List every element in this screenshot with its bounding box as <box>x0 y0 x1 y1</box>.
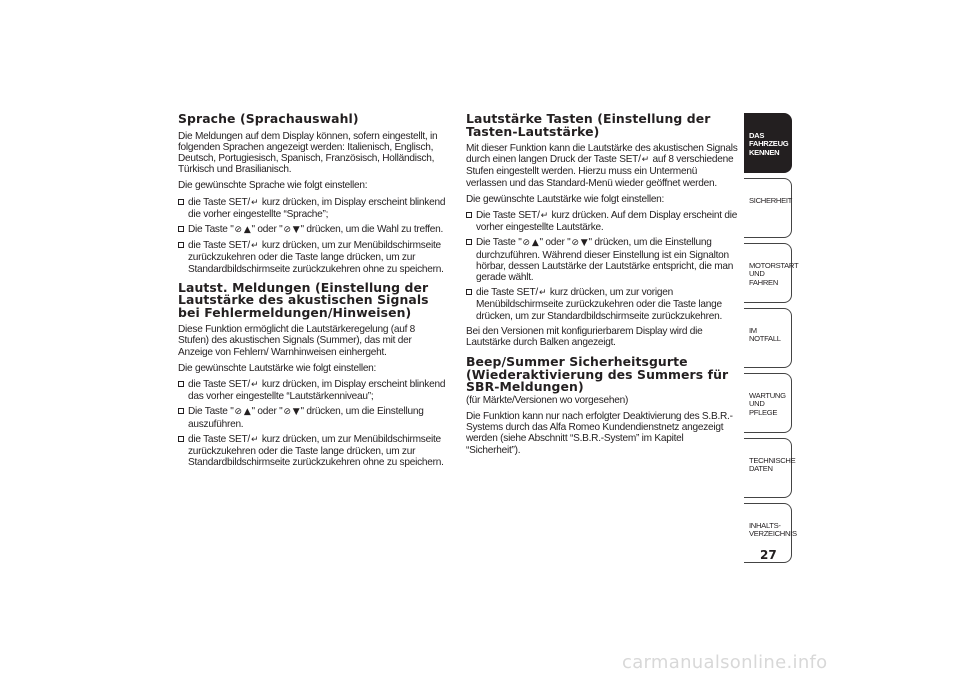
dial-icon: ⊘ <box>283 224 291 235</box>
checkbox-bullet-icon <box>178 242 184 248</box>
tab-wartung-und-pflege[interactable]: WARTUNG UND PFLEGE <box>744 373 792 433</box>
down-arrow-icon: ▼ <box>292 224 300 235</box>
list-item: die Taste SET/↵ kurz drücken, um zur Menübildschirmseite zurückzukehren oder die Taste lange drücken, um zur Standardbildschirmseite zurückzukehren ohne zu speichern. <box>178 434 448 469</box>
watermark: carmanualsonline.info <box>622 652 828 673</box>
up-arrow-icon: ▲ <box>243 224 251 235</box>
return-icon: ↵ <box>641 155 649 166</box>
tab-das-fahrzeug-kennen[interactable]: DAS FAHRZEUG KENNEN <box>744 113 792 173</box>
list-item: Die Taste "⊘ ▲" oder "⊘ ▼" drücken, um die Einstellung durchzuführen. Während dieser Einstellung ist ein Signalton hörbar, dessen Lautstärke der Lautstärke entspricht, die man gerade wählt. <box>466 237 738 283</box>
return-icon: ↵ <box>250 197 259 208</box>
tab-inhaltsverzeichnis[interactable]: INHALTS-VERZEICHNIS <box>744 503 792 563</box>
checkbox-bullet-icon <box>466 289 472 295</box>
checkbox-bullet-icon <box>178 199 184 205</box>
paragraph: Die gewünschte Lautstärke wie folgt einstellen: <box>178 362 377 374</box>
list-item: die Taste SET/↵ kurz drücken, im Display erscheint blinkend die vorher eingestellte “Sprache”; <box>178 197 448 220</box>
heading-lautst-meldungen: Lautst. Meldungen (Einstellung der Lautstärke des akustischen Signals bei Fehlermeldungen/Hinweisen) <box>178 279 429 320</box>
heading-beep-summer: Beep/Summer Sicherheitsgurte (Wiederaktivierung des Summers für SBR-Meldungen) <box>466 354 729 395</box>
tab-sicherheit[interactable]: SICHERHEIT <box>744 178 792 238</box>
return-icon: ↵ <box>250 241 259 252</box>
return-icon: ↵ <box>538 288 547 299</box>
checkbox-bullet-icon <box>466 212 472 218</box>
return-icon: ↵ <box>540 211 548 222</box>
paragraph: Die Funktion kann nur nach erfolgter Deaktivierung des S.B.R.-Systems durch das Alfa Romeo Kundendienstnetz angezeigt werden (siehe Abschnitt “S.B.R.-System” im Kapitel “Sicherheit”). <box>466 410 733 456</box>
tab-motorstart-und-fahren[interactable]: MOTORSTART UND FAHREN <box>744 243 792 303</box>
paragraph: Mit dieser Funktion kann die Lautstärke des akustischen Signals durch einen langen Druck der Taste SET/↵ auf 8 verschiedene Stufen eingestellt werden. Hierzu muss ein Untermenü verlassen und das Standard-Menü wieder geöffnet werden. <box>466 143 738 189</box>
heading-lautstaerke-tasten: Lautstärke Tasten (Einstellung der Tasten-Lautstärke) <box>466 111 711 139</box>
page-number: 27 <box>760 548 777 562</box>
list-item: Die Taste "⊘ ▲" oder "⊘ ▼" drücken, um die Wahl zu treffen. <box>178 224 448 236</box>
left-column <box>178 113 448 472</box>
paragraph: Die gewünschte Lautstärke wie folgt einstellen: <box>466 193 665 205</box>
list-item: die Taste SET/↵ kurz drücken, um zur Menübildschirmseite zurückzukehren oder die Taste lange drücken, um zur Standardbildschirmseite zurückzukehren ohne zu speichern. <box>178 240 448 275</box>
checkbox-bullet-icon <box>178 436 184 442</box>
paragraph: Die Meldungen auf dem Display können, sofern eingestellt, in folgenden Sprachen angezeigt werden: Italienisch, Englisch, Deutsch, Portugiesisch, Spanisch, Französisch, Holländisch, Türkisch und Brasilianisch. <box>178 130 438 176</box>
tab-im-notfall[interactable]: IM NOTFALL <box>744 308 792 368</box>
dial-icon: ⊘ <box>234 407 242 418</box>
list-item: Die Taste "⊘ ▲" oder "⊘ ▼" drücken, um die Einstellung auszuführen. <box>178 406 448 429</box>
checkbox-bullet-icon <box>178 226 184 232</box>
return-icon: ↵ <box>250 380 259 391</box>
down-arrow-icon: ▼ <box>580 238 588 249</box>
dial-icon: ⊘ <box>283 407 291 418</box>
heading-sprache: Sprache (Sprachauswahl) <box>178 111 359 126</box>
down-arrow-icon: ▼ <box>292 407 300 418</box>
chapter-tabs <box>744 113 799 568</box>
paragraph: Bei den Versionen mit konfigurierbarem Display wird die Lautstärke durch Balken angezeigt. <box>466 325 703 349</box>
up-arrow-icon: ▲ <box>531 238 539 249</box>
list-item: Die Taste SET/↵ kurz drücken. Auf dem Display erscheint die vorher eingestellte Lautstärke. <box>466 210 738 233</box>
checkbox-bullet-icon <box>178 381 184 387</box>
checkbox-bullet-icon <box>466 239 472 245</box>
list-item: die Taste SET/↵ kurz drücken, um zur vorigen Menübildschirmseite zurückzukehren oder die Taste lange drücken, um zur Standardbildschirmseite zurückzukehren. <box>466 287 738 322</box>
return-icon: ↵ <box>250 434 259 445</box>
right-column <box>466 113 738 461</box>
up-arrow-icon: ▲ <box>243 407 251 418</box>
dial-icon: ⊘ <box>522 238 530 249</box>
dial-icon: ⊘ <box>234 224 242 235</box>
paragraph: Die gewünschte Sprache wie folgt einstellen: <box>178 180 368 192</box>
list-item: die Taste SET/↵ kurz drücken, im Display erscheint blinkend das vorher eingestellte “Lautstärkenniveau”; <box>178 379 448 402</box>
checkbox-bullet-icon <box>178 408 184 414</box>
subtitle: (für Märkte/Versionen wo vorgesehen) <box>466 394 629 406</box>
dial-icon: ⊘ <box>571 238 579 249</box>
tab-technische-daten[interactable]: TECHNISCHE DATEN <box>744 438 792 498</box>
paragraph: Diese Funktion ermöglicht die Lautstärkeregelung (auf 8 Stufen) des akustischen Signals (Summer), das mit der Anzeige von Fehlern/ Warnhinweisen einhergeht. <box>178 324 416 358</box>
